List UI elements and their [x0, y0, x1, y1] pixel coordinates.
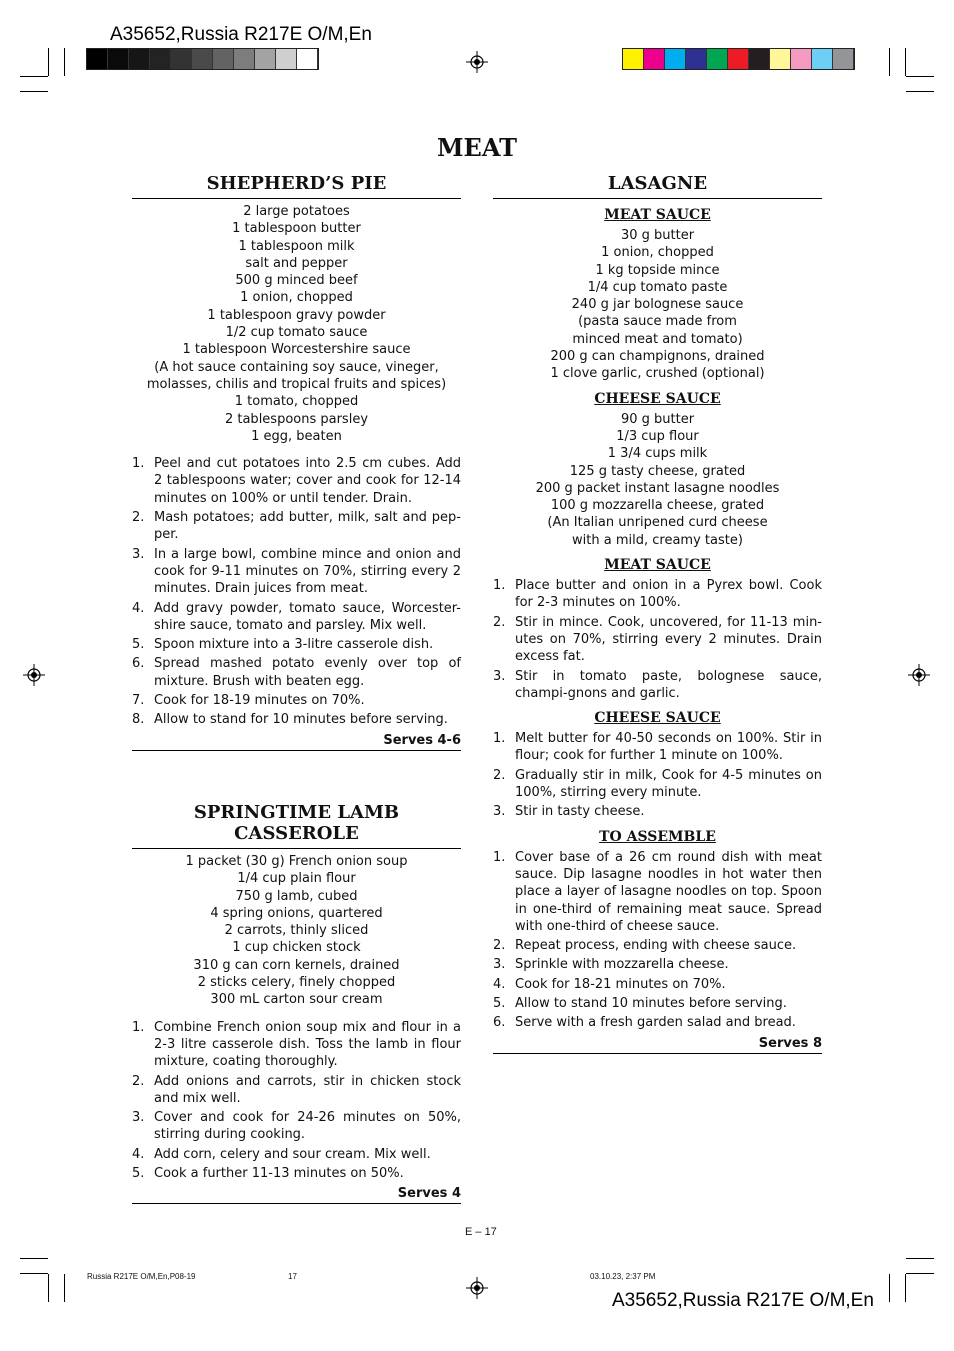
step-item [132, 1146, 461, 1163]
ingredient-item: 1 tablespoon gravy powder [207, 307, 386, 323]
step-item [132, 1019, 461, 1071]
ingredient-item: 125 g tasty cheese, grated [569, 463, 746, 479]
step-item [493, 849, 822, 935]
meat-sauce-method-title: MEAT SAUCE [604, 557, 711, 574]
step-item [132, 692, 461, 709]
ingredient-item: salt and pepper [245, 255, 348, 271]
ingredient-item: 310 g can corn kernels, drained [193, 957, 400, 973]
step-number: 7. [132, 693, 145, 709]
ingredient-item: 100 g mozzarella cheese, grated [550, 498, 765, 514]
crop-mark [20, 1273, 48, 1274]
step-text: Serve with a fresh garden salad and bread. [515, 1015, 796, 1031]
step-text: Allow to stand 10 minutes before serving. [515, 995, 787, 1011]
step-number: 3. [132, 546, 145, 562]
assemble-title: TO ASSEMBLE [599, 828, 716, 845]
step-number: 1. [132, 456, 145, 472]
gray-swatch [276, 49, 297, 69]
step-item [493, 803, 822, 820]
ingredient-item: (pasta sauce made from [578, 314, 737, 330]
ingredient-item: 1 tablespoon milk [238, 238, 355, 254]
ingredient-item: 30 g butter [620, 228, 695, 243]
step-number: 2. [132, 1073, 145, 1089]
crop-mark [48, 1274, 49, 1302]
crop-mark [889, 48, 890, 76]
ingredient-item: 200 g packet instant lasagne noodles [535, 480, 780, 496]
ingredient-item: 4 spring onions, quartered [210, 905, 383, 921]
ingredient-item: 1/3 cup flour [616, 428, 699, 444]
assemble-steps [493, 849, 822, 1032]
ingredient-item: 500 g minced beef [235, 273, 358, 289]
step-item [493, 668, 822, 703]
meat-sauce-ingredients [493, 227, 822, 383]
color-swatch [812, 49, 833, 69]
page-number: E – 17 [465, 1226, 497, 1238]
step-item [132, 546, 461, 598]
color-swatch [728, 49, 749, 69]
step-text: Cook a further 11-13 minutes on 50%. [154, 1166, 404, 1182]
ingredient-item: 1 tablespoon butter [232, 221, 361, 237]
shepherds-pie-section [132, 173, 461, 751]
step-item [493, 976, 822, 993]
step-text: Cover base of a 26 cm round dish with meat sauce. Dip lasagne noodles in hot water then place a layer of lasagne noodles on top. Spoon in one-third of remaining meat sauce. Spread with one-third of cheese sauce. [515, 849, 822, 934]
lamb-casserole-steps [132, 1019, 461, 1183]
step-number: 4. [493, 976, 506, 992]
ingredient-item: 1 onion, chopped [240, 290, 353, 306]
step-number: 1. [132, 1019, 145, 1035]
step-text: Stir in mince. Cook, uncovered, for 11-13 min-utes on 70%, stirring every 2 minutes. Drain excess fat. [515, 614, 822, 665]
step-item [493, 1014, 822, 1031]
step-text: Melt butter for 40-50 seconds on 100%. Stir in flour; cook for further 1 minute on 100%. [515, 731, 822, 764]
color-swatch [770, 49, 791, 69]
crop-mark [20, 1258, 48, 1259]
gray-swatch [108, 49, 129, 69]
step-number: 4. [132, 600, 145, 616]
step-text: Spread mashed potato evenly over top of mixture. Brush with beaten egg. [154, 656, 461, 689]
shepherds-pie-serves: Serves 4-6 [132, 733, 461, 751]
gray-swatch [213, 49, 234, 69]
step-item [493, 730, 822, 765]
ingredient-item: 1 packet (30 g) French onion soup [185, 854, 408, 869]
step-number: 1. [493, 849, 506, 865]
color-swatch [686, 49, 707, 69]
ingredient-item: minced meat and tomato) [572, 331, 743, 347]
gray-swatch [192, 49, 213, 69]
step-item [132, 600, 461, 635]
gray-swatch [129, 49, 150, 69]
shepherds-pie-ingredients [132, 203, 461, 445]
step-text: Add gravy powder, tomato sauce, Worcester-shire sauce, tomato and parsley. Mix well. [154, 600, 461, 633]
color-swatch [644, 49, 665, 69]
ingredient-item: 1 egg, beaten [251, 428, 342, 444]
gray-swatch [87, 49, 108, 69]
step-item [132, 1109, 461, 1144]
color-swatch [749, 49, 770, 69]
step-number: 3. [493, 957, 506, 973]
step-item [493, 995, 822, 1012]
lamb-casserole-ingredients [132, 853, 461, 1009]
ingredient-item: 1 clove garlic, crushed (optional) [550, 366, 765, 382]
meat-sauce-ingredients-title: MEAT SAUCE [604, 207, 711, 223]
registration-mark-icon [466, 51, 488, 73]
step-text: Cover and cook for 24-26 minutes on 50%, stirring during cooking. [154, 1110, 461, 1143]
color-swatch [791, 49, 812, 69]
color-calibration-bar [622, 48, 855, 70]
ingredient-item: molasses, chilis and tropical fruits and spices) [146, 376, 447, 392]
ingredient-item: 300 mL carton sour cream [210, 992, 383, 1008]
gray-calibration-bar [86, 48, 319, 70]
color-swatch [665, 49, 686, 69]
step-number: 3. [493, 804, 506, 820]
crop-mark [64, 1274, 65, 1302]
crop-mark [906, 91, 934, 92]
lamb-casserole-serves: Serves 4 [132, 1186, 461, 1204]
step-number: 2. [493, 767, 506, 783]
step-number: 2. [493, 614, 506, 630]
gray-swatch [234, 49, 255, 69]
lasagne-serves: Serves 8 [493, 1036, 822, 1054]
step-number: 5. [493, 995, 506, 1011]
crop-mark [905, 48, 906, 76]
ingredient-item: 1 tomato, chopped [234, 394, 359, 410]
ingredient-item: 1/4 cup tomato paste [587, 279, 728, 295]
step-text: Repeat process, ending with cheese sauce. [515, 938, 797, 954]
step-text: Place butter and onion in a Pyrex bowl. Cook for 2-3 minutes on 100%. [515, 578, 822, 611]
step-text: Allow to stand for 10 minutes before serving. [154, 712, 448, 728]
footer-file-name: Russia R217E O/M,En,P08-19 [87, 1272, 196, 1281]
step-text: Combine French onion soup mix and flour in a 2-3 litre casserole dish. Toss the lamb in flour mixture, coating thoroughly. [154, 1019, 461, 1070]
step-text: Cook for 18-19 minutes on 70%. [154, 693, 365, 709]
step-number: 8. [132, 712, 145, 728]
ingredient-item: 240 g jar bolognese sauce [571, 297, 744, 313]
step-text: Mash potatoes; add butter, milk, salt and pep-per. [154, 510, 461, 543]
crop-mark [48, 48, 49, 76]
crop-mark [20, 76, 48, 77]
cheese-sauce-ingredients [493, 411, 822, 549]
step-text: Sprinkle with mozzarella cheese. [515, 957, 729, 973]
step-text: Spoon mixture into a 3-litre casserole dish. [154, 637, 434, 653]
ingredient-item: (A hot sauce containing soy sauce, vineger, [154, 359, 439, 375]
ingredient-item: 1 kg topside mince [595, 262, 720, 278]
gray-swatch [150, 49, 171, 69]
step-item [132, 655, 461, 690]
gray-swatch [255, 49, 276, 69]
step-item [132, 455, 461, 507]
step-text: Add corn, celery and sour cream. Mix well. [154, 1146, 431, 1162]
step-item [132, 1073, 461, 1108]
page-title: MEAT [436, 133, 518, 162]
lamb-casserole-title: SPRINGTIME LAMB CASSEROLE [132, 802, 461, 849]
meat-sauce-steps [493, 577, 822, 702]
cheese-sauce-method-title: CHEESE SAUCE [594, 710, 721, 727]
ingredient-item: (An Italian unripened curd cheese [547, 515, 768, 531]
footer-timestamp: 03.10.23, 2:37 PM [590, 1272, 656, 1281]
ingredient-item: 1 onion, chopped [601, 245, 714, 261]
ingredient-item: 2 tablespoons parsley [224, 411, 369, 427]
cheese-sauce-steps [493, 730, 822, 820]
ingredient-item: 1 cup chicken stock [232, 940, 361, 956]
shepherds-pie-steps [132, 455, 461, 728]
step-text: Gradually stir in milk, Cook for 4-5 minutes on 100%, stirring every minute. [515, 767, 822, 801]
ingredient-item: 90 g butter [620, 411, 695, 427]
step-number: 6. [493, 1015, 506, 1031]
step-number: 3. [132, 1110, 145, 1126]
crop-mark [64, 48, 65, 76]
lasagne-section [493, 173, 822, 1054]
step-text: In a large bowl, combine mince and onion and cook for 9-11 minutes on 70%, stirring every 2 minutes. Drain juices from meat. [154, 546, 461, 597]
step-number: 4. [132, 1146, 145, 1162]
lasagne-title: LASAGNE [493, 173, 822, 199]
step-number: 2. [132, 510, 145, 526]
registration-mark-icon [23, 664, 45, 686]
ingredient-item: 2 sticks celery, finely chopped [197, 975, 396, 991]
step-number: 2. [493, 938, 506, 954]
color-swatch [707, 49, 728, 69]
ingredient-item: 1/4 cup plain flour [237, 871, 356, 887]
step-text: Stir in tasty cheese. [515, 804, 645, 820]
color-swatch [833, 49, 854, 69]
registration-mark-icon [466, 1277, 488, 1299]
ingredient-item: with a mild, creamy taste) [572, 532, 743, 548]
step-number: 3. [493, 668, 506, 684]
step-item [132, 711, 461, 728]
step-item [132, 636, 461, 653]
step-item [493, 614, 822, 666]
shepherds-pie-title: SHEPHERD’S PIE [132, 173, 461, 199]
lamb-casserole-section [132, 802, 461, 1204]
step-number: 5. [132, 637, 145, 653]
crop-mark [906, 1258, 934, 1259]
ingredient-item: 1/2 cup tomato sauce [225, 325, 368, 341]
ingredient-item: 1 tablespoon Worcestershire sauce [182, 342, 411, 358]
step-text: Stir in tomato paste, bolognese sauce, champi-gnons and garlic. [515, 668, 822, 701]
step-number: 1. [493, 731, 506, 747]
step-text: Peel and cut potatoes into 2.5 cm cubes. Add 2 tablespoons water; cover and cook for 12-14 minutes on 100% or until tender. Drain. [154, 456, 461, 506]
step-item [132, 509, 461, 544]
step-text: Add onions and carrots, stir in chicken stock and mix well. [154, 1073, 461, 1106]
step-text: Cook for 18-21 minutes on 70%. [515, 976, 726, 992]
crop-mark [905, 1274, 906, 1302]
gray-swatch [171, 49, 192, 69]
step-number: 6. [132, 656, 145, 672]
step-number: 1. [493, 578, 506, 594]
color-swatch [623, 49, 644, 69]
ingredient-item: 200 g can champignons, drained [550, 349, 765, 365]
ingredient-item: 2 carrots, thinly sliced [224, 923, 369, 939]
gray-swatch [297, 49, 318, 69]
crop-mark [906, 1273, 934, 1274]
ingredient-item: 2 large potatoes [243, 204, 350, 219]
cheese-sauce-ingredients-title: CHEESE SAUCE [594, 390, 721, 407]
crop-mark [889, 1274, 890, 1302]
crop-mark [20, 91, 48, 92]
registration-mark-icon [908, 664, 930, 686]
crop-mark [906, 76, 934, 77]
step-item [493, 577, 822, 612]
step-item [132, 1165, 461, 1182]
step-number: 5. [132, 1166, 145, 1182]
step-item [493, 956, 822, 973]
step-item [493, 767, 822, 802]
footer-sheet-number: 17 [288, 1272, 297, 1281]
header-code-bottom: A35652,Russia R217E O/M,En [612, 1290, 874, 1311]
step-item [493, 937, 822, 954]
ingredient-item: 750 g lamb, cubed [235, 888, 358, 904]
ingredient-item: 1 3/4 cups milk [607, 446, 708, 462]
header-code-top: A35652,Russia R217E O/M,En [110, 24, 372, 45]
